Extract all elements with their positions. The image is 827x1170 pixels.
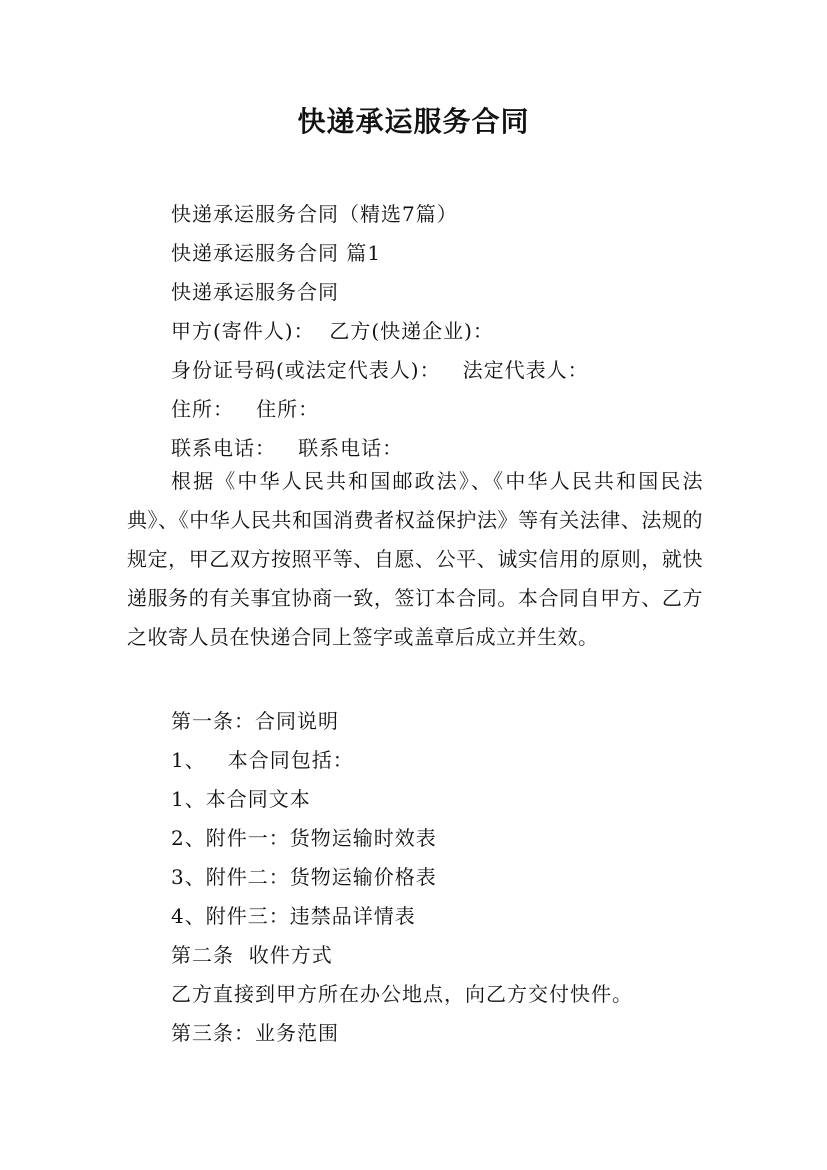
id-number-line: 身份证号码(或法定代表人)： 法定代表人： [171, 358, 589, 382]
clause-1-heading: 第一条：合同说明 [171, 709, 339, 733]
clause-1-subitem: 1、本合同文本 [171, 787, 311, 811]
clause-1-subitem: 4、附件三：违禁品详情表 [171, 904, 416, 928]
clause-2-heading: 第二条 收件方式 [171, 943, 333, 967]
clause-1-item: 1、 本合同包括： [171, 748, 354, 772]
clause-1-subitem: 2、附件一：货物运输时效表 [171, 826, 437, 850]
phone-line: 联系电话： 联系电话： [171, 436, 404, 460]
parties-line: 甲方(寄件人)： 乙方(快递企业)： [171, 319, 494, 343]
clause-2-text: 乙方直接到甲方所在办公地点，向乙方交付快件。 [171, 982, 633, 1006]
clause-1-subitem: 3、附件二：货物运输价格表 [171, 865, 437, 889]
address-line: 住所： 住所： [171, 397, 320, 421]
contract-name-line: 快递承运服务合同 [171, 280, 339, 304]
section-heading: 快递承运服务合同 篇1 [171, 241, 382, 265]
subtitle-line: 快递承运服务合同（精选7篇） [171, 202, 458, 226]
document-title: 快递承运服务合同 [297, 105, 530, 138]
preamble-paragraph: 根据《中华人民共和国邮政法》、《中华人民共和国民法典》、《中华人民共和国消费者权益保护法》等有关法律、法规的规定，甲乙双方按照平等、自愿、公平、诚实信用的原则，就快递服务的有关事宜协商一致，签订本合同。本合同自甲方、乙方之收寄人员在快递合同上签字或盖章后成立并生效。 [127, 469, 703, 649]
clause-3-heading: 第三条：业务范围 [171, 1021, 339, 1045]
